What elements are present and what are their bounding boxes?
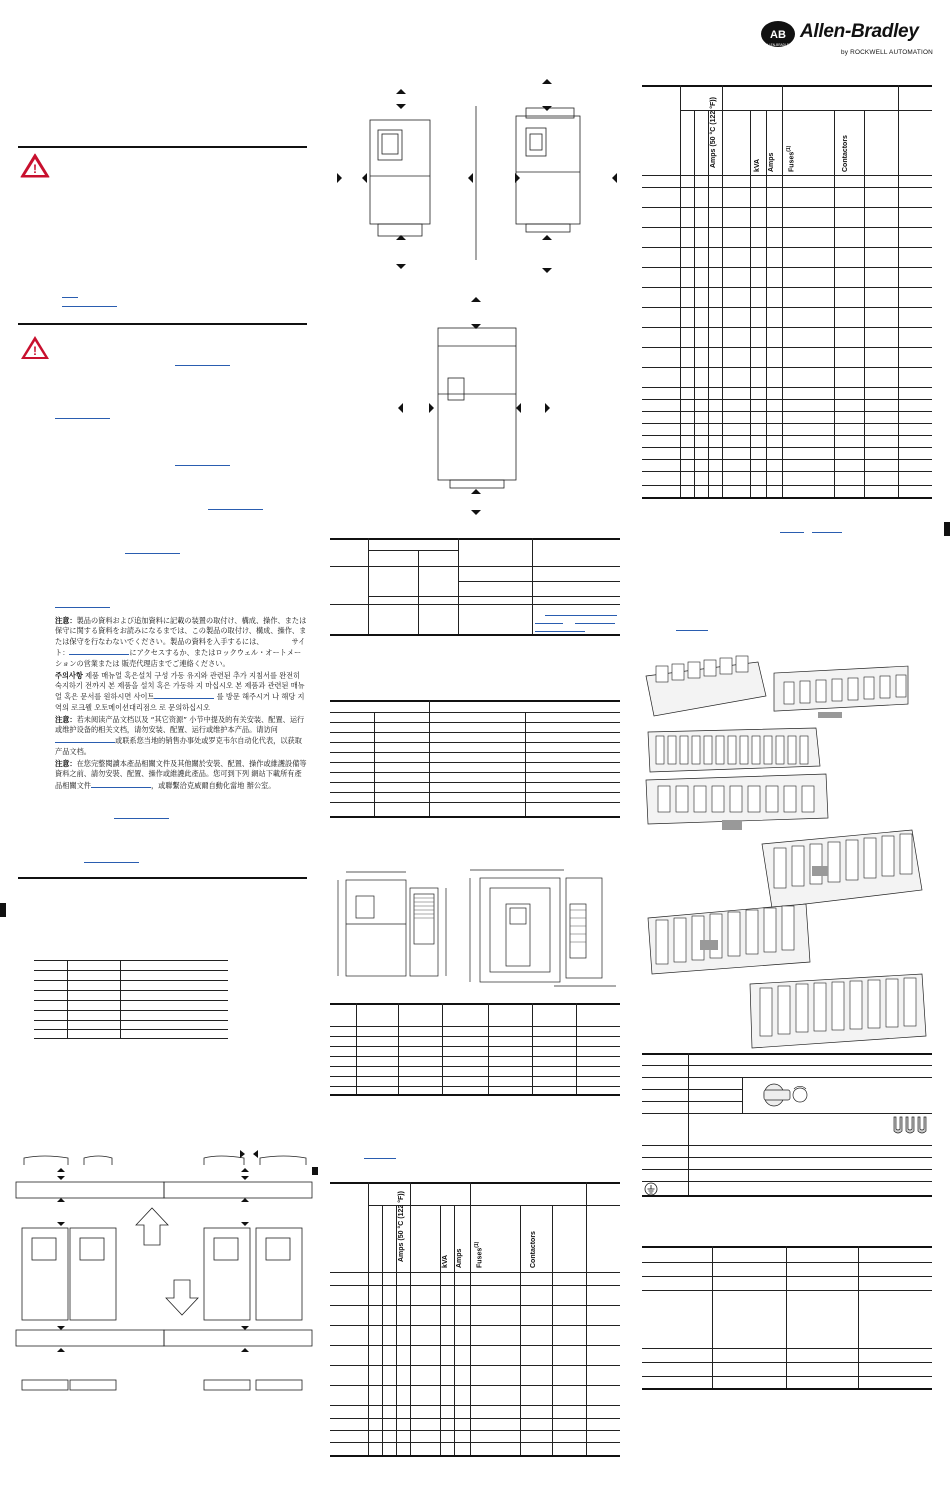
- brand-name: Allen-Bradley: [800, 21, 919, 42]
- link-underline[interactable]: [812, 532, 842, 533]
- section-rule: [18, 146, 307, 148]
- dimension-drawings: [330, 868, 620, 998]
- col-header-kva: kVA: [442, 1254, 449, 1268]
- col-header-amps: Amps: [456, 1248, 463, 1268]
- link-underline[interactable]: [780, 532, 804, 533]
- col-header-kva: kVA: [754, 158, 761, 172]
- link-underline[interactable]: [55, 418, 110, 419]
- link-underline[interactable]: [62, 297, 78, 298]
- col-header-amps: Amps: [768, 152, 775, 172]
- terminal-block-illustrations: [642, 656, 942, 1051]
- brand-tagline: by ROCKWELL AUTOMATION: [841, 49, 933, 56]
- link-underline[interactable]: [676, 630, 708, 631]
- col-header-amps-50c: Amps (50 °C (122 °F)): [398, 1191, 405, 1262]
- clearance-diagram: [330, 78, 620, 518]
- link-underline[interactable]: [114, 818, 169, 819]
- notice-zh-tw: 注意：在您完整閱讀本產品相關文件及其他關於安裝、配置、操作或維護設備等資料之前、請勿安裝、配置、操作或維護此產品。您可到下列 網站下載所有產品相關文件 ，或聯繫洽克威爾自動化當地 辦公室。: [55, 758, 307, 790]
- link-underline[interactable]: [84, 862, 139, 863]
- multilingual-notice: [55, 616, 307, 793]
- svg-text:AB: AB: [770, 29, 786, 41]
- col-header-amps-50c: Amps (50 °C (122 °F)): [710, 97, 717, 168]
- allen-bradley-logo: [758, 14, 938, 62]
- link-underline[interactable]: [125, 553, 180, 554]
- col-header-contactors: Contactors: [842, 135, 849, 172]
- notice-ko: 주의사항 제품 매뉴얼 혹은설치 구성 가동 유지와 관련된 추가 지침서를 완전히 숙지하기 전까지 본 제품을 설치 혹은 가동하 지 마십시오 본 제품과 관련된 매뉴얼 혹은 문서를 원하시면 사이트 를 방문 해주시거 나 해당 지역의 로크웰 오토메이션대리점으 로 문의하십시오: [55, 670, 305, 712]
- torque-screwdriver-icon: [758, 1080, 818, 1110]
- wire-ferrule-icon: [890, 1115, 934, 1137]
- link-underline[interactable]: [55, 607, 110, 608]
- col-header-fuses: Fuses$^{(1)}$: [786, 145, 796, 172]
- ground-symbol-icon: [644, 1182, 658, 1196]
- warning-triangle-icon: [20, 334, 50, 360]
- svg-text:ALLEN-BRADLEY: ALLEN-BRADLEY: [764, 43, 792, 47]
- section-rule: [18, 323, 307, 325]
- link-underline[interactable]: [175, 465, 230, 466]
- ab-badge-icon: [758, 16, 798, 56]
- link-underline[interactable]: [208, 509, 263, 510]
- svg-text:!: !: [33, 344, 37, 358]
- col-header-fuses: Fuses$^{(1)}$: [474, 1241, 484, 1268]
- page-tab-marker: [0, 903, 6, 917]
- section-rule: [18, 877, 307, 879]
- svg-text:!: !: [33, 162, 37, 176]
- link-underline[interactable]: [364, 1158, 396, 1159]
- notice-zh-cn: 注意：若未阅读产品文档以及 “其它资源” 小节中提及的有关安装、配置、运行或维护设备的相关文档，请勿安装、配置、运行或维护本产品。请访问或联系您当地的销售办事处或罗克韦尔自动化代表，以获取产品文档。: [55, 714, 305, 756]
- page-tab-marker: [944, 522, 950, 536]
- notice-ja: 注意：製品の資料および追加資料に記載の装置の取付け、構成、操作、または保守に関する資料をお読みになるまでは、この製品の取付け、構成、操作、または保守を行なわないでください。製品の資料を入手するには、 サイト： にアクセスするか、またはロックウェル・オートメーションの営業または 販売代理店までご連絡ください。: [55, 616, 307, 668]
- link-underline[interactable]: [62, 306, 117, 307]
- link-underline[interactable]: [175, 365, 230, 366]
- col-header-contactors: Contactors: [530, 1231, 537, 1268]
- warning-triangle-icon: [20, 152, 50, 178]
- page-tab-marker: [312, 1167, 318, 1175]
- multi-drive-mounting-diagram: [14, 1140, 314, 1390]
